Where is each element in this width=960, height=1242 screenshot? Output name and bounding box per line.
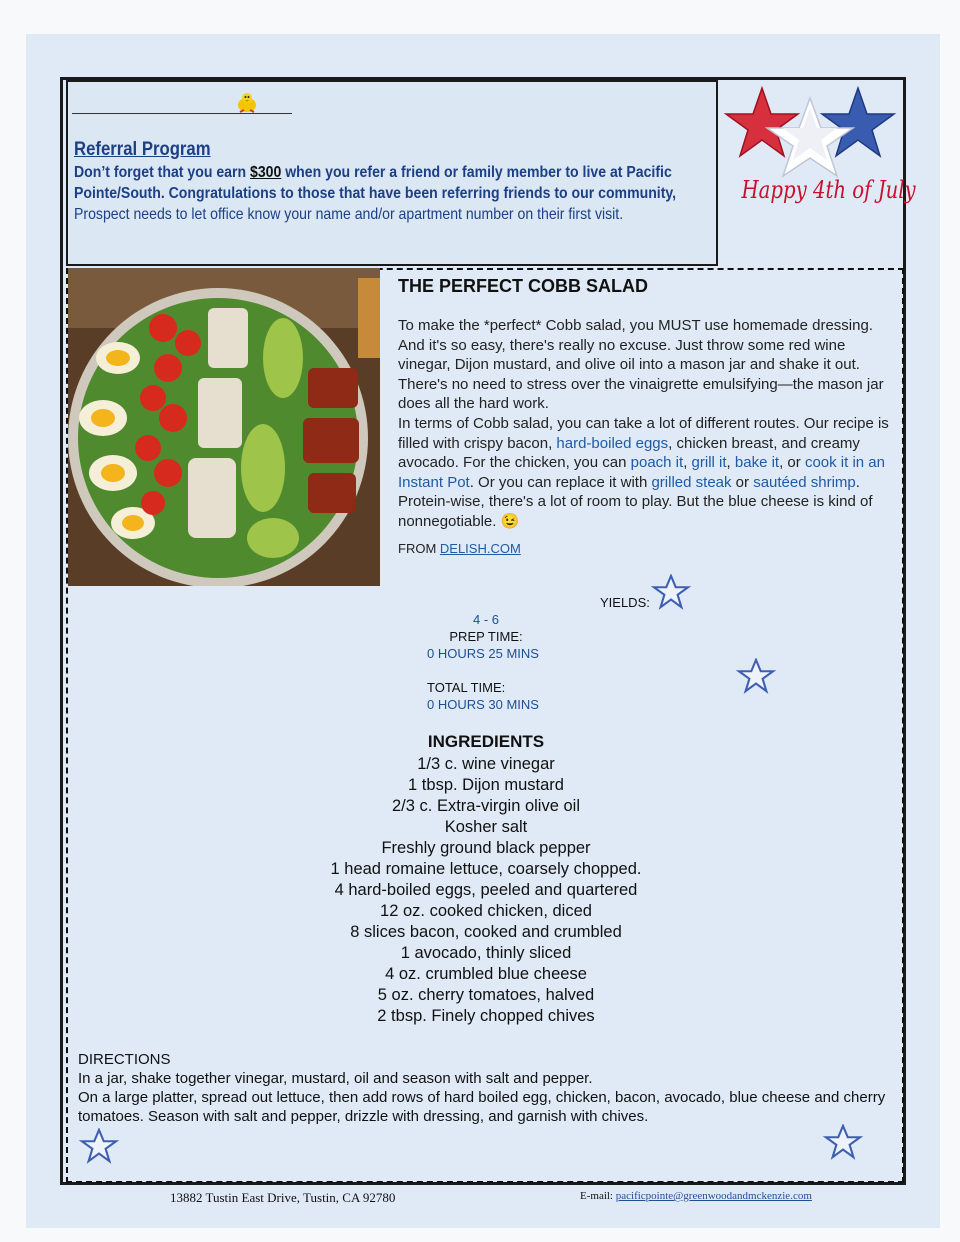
- recipe-link[interactable]: hard-boiled eggs: [556, 434, 669, 452]
- prep-time-label: PREP TIME:: [449, 629, 523, 644]
- source-line: FROM DELISH.COM: [398, 541, 521, 556]
- recipe-text: , chicken breast, and creamy avocado. For the chicken, you can: [398, 434, 860, 472]
- directions-title: DIRECTIONS: [78, 1051, 171, 1068]
- source-link[interactable]: DELISH.COM: [439, 541, 521, 556]
- recipe-text: In terms of Cobb salad, you can take a lot of different routes. Our recipe is filled with crispy bacon,: [398, 414, 889, 452]
- email-link[interactable]: pacificpointe@greenwoodandmckenzie.com: [615, 1190, 812, 1202]
- yields-value: 4 - 6: [472, 612, 499, 627]
- referral-line-2: Pointe/South. Congratulations to those that have been referring friends to our community,: [74, 185, 677, 202]
- recipe-link[interactable]: grilled steak: [651, 473, 732, 491]
- recipe-text: ,: [683, 454, 692, 472]
- recipe-text: . Or you can replace it with: [469, 473, 652, 491]
- total-time-label: TOTAL TIME:: [427, 680, 506, 695]
- ingredient-item: 1 tbsp. Dijon mustard: [408, 776, 564, 794]
- recipe-link[interactable]: bake it: [734, 454, 780, 472]
- ingredient-item: 1 head romaine lettuce, coarsely chopped.: [330, 860, 642, 878]
- ingredient-item: 4 hard-boiled eggs, peeled and quartered: [334, 881, 638, 899]
- total-time-value: 0 HOURS 30 MINS: [427, 697, 539, 712]
- star-icon: [822, 1124, 864, 1160]
- recipe-link[interactable]: poach it: [630, 454, 684, 472]
- recipe-link[interactable]: cook it in an Instant Pot: [398, 454, 885, 491]
- ingredient-item: 1/3 c. wine vinegar: [417, 755, 555, 773]
- ingredients-section: [286, 730, 686, 1027]
- recipe-text: ,: [726, 454, 735, 472]
- star-icon: [78, 1128, 120, 1164]
- ingredient-item: 2/3 c. Extra-virgin olive oil: [392, 797, 580, 815]
- referral-line-3: Prospect needs to let office know your name and/or apartment number on their first visit.: [74, 206, 624, 223]
- ingredient-item: 12 oz. cooked chicken, diced: [380, 902, 592, 920]
- recipe-text: , or: [779, 454, 805, 472]
- direction-step-1: In a jar, shake together vinegar, mustard, oil and season with salt and pepper.: [78, 1070, 593, 1087]
- ingredients-list: [286, 754, 686, 1027]
- ingredient-item: 4 oz. crumbled blue cheese: [385, 965, 587, 983]
- footer-email: E-mail: pacificpointe@greenwoodandmckenzie.com: [580, 1190, 812, 1202]
- star-icon: [650, 574, 692, 610]
- referral-line-1: Don’t forget that you earn $300 when you refer a friend or family member to live at Pacific: [74, 164, 672, 181]
- cobb-salad-photo: [68, 268, 380, 586]
- star-icon: [735, 658, 777, 694]
- recipe-link[interactable]: sautéed shrimp: [753, 473, 856, 491]
- recipe-text: . Protein-wise, there's a lot of room to play. But the blue cheese is kind of nonnegotiable. 😉: [398, 473, 873, 530]
- directions-section: [78, 1050, 898, 1126]
- referral-amount: $300: [250, 164, 282, 181]
- ingredient-item: 2 tbsp. Finely chopped chives: [377, 1007, 595, 1025]
- referral-title: Referral Program: [74, 139, 211, 160]
- recipe-intro: [398, 316, 898, 532]
- ingredient-item: Kosher salt: [444, 818, 528, 836]
- recipe-text: To make the *perfect* Cobb salad, you MUST use homemade dressing. And it's so easy, there's really no excuse. Just throw some red wine vinegar, Dijon mustard, and olive oil into a mason jar and shake it out. There's no need to stress over the vinaigrette emulsifying—the mason jar does all the hard work.: [398, 317, 884, 413]
- footer-address: 13882 Tustin East Drive, Tustin, CA 92780: [170, 1190, 396, 1205]
- ingredient-item: 5 oz. cherry tomatoes, halved: [377, 986, 595, 1004]
- recipe-link[interactable]: grill it: [691, 454, 727, 472]
- prep-time-value: 0 HOURS 25 MINS: [427, 646, 539, 661]
- recipe-title: THE PERFECT COBB SALAD: [398, 276, 649, 296]
- happy-4th-text: Happy 4th of July: [741, 176, 916, 204]
- direction-step-2: On a large platter, spread out lettuce, then add rows of hard boiled egg, chicken, bacon, avocado, blue cheese and cherry tomatoes. Season with salt and pepper, drizzle with dressing, and garnish with chives.: [78, 1089, 886, 1125]
- ingredient-item: Freshly ground black pepper: [381, 839, 591, 857]
- ingredient-item: 1 avocado, thinly sliced: [400, 944, 572, 962]
- ingredients-title: INGREDIENTS: [427, 732, 545, 751]
- ingredient-item: 8 slices bacon, cooked and crumbled: [350, 923, 622, 941]
- chick-icon: [232, 92, 262, 114]
- recipe-text: or: [731, 473, 754, 491]
- yields-label: YIELDS:: [600, 595, 650, 610]
